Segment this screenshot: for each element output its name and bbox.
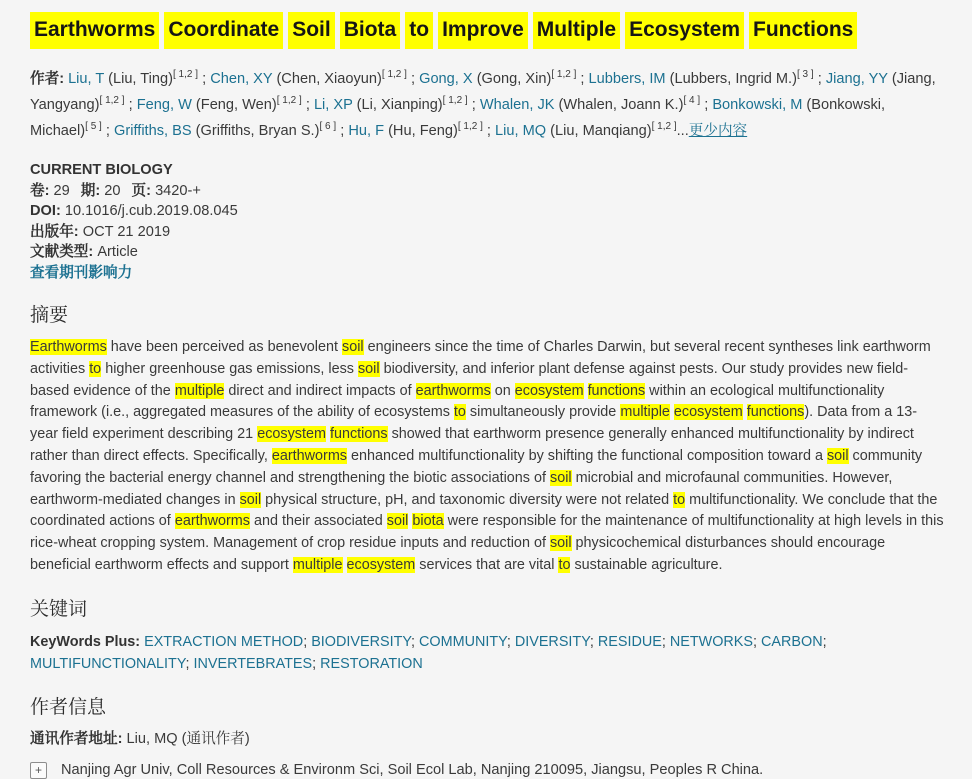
keyword-link[interactable]: BIODIVERSITY — [311, 633, 412, 650]
abstract-segment: physicochemical disturbances should encourage beneficial earthworm effects and support — [30, 535, 886, 573]
keywords-line — [30, 631, 944, 675]
author-affiliation-sup: [ 6 ] — [319, 121, 337, 133]
author-affiliation-sup: [ 1,2 ] — [651, 121, 677, 133]
abstract-segment: earthworms — [174, 513, 250, 530]
affiliation-row — [30, 762, 944, 779]
pub-year-value: OCT 21 2019 — [82, 223, 171, 240]
author-link[interactable]: Chen, XY — [210, 71, 273, 87]
separator: ; — [661, 633, 670, 650]
pages-label: 页: — [131, 182, 151, 199]
separator: ; — [700, 97, 713, 113]
separator: ; — [482, 123, 496, 139]
separator: ; — [303, 633, 312, 650]
abstract-segment: Earthworms — [30, 339, 107, 355]
author-affiliation-sup: [ 1,2 ] — [457, 121, 483, 133]
abstract-segment: community favoring the bacterial energy channel and strengthening the biotic associations of — [30, 447, 923, 486]
abstract-segment: on — [490, 382, 515, 399]
keyword-link[interactable]: DIVERSITY — [514, 633, 590, 650]
author-affiliation-sup: [ 4 ] — [683, 95, 701, 107]
abstract-segment: soil — [342, 339, 364, 355]
author-affiliation-sup: [ 1,2 ] — [381, 69, 407, 81]
author-link[interactable]: Whalen, JK — [479, 97, 555, 113]
abstract-segment: functions — [587, 382, 646, 399]
author-link[interactable]: Gong, X — [419, 71, 473, 87]
ellipsis: ... — [676, 123, 689, 139]
separator: ; — [101, 123, 115, 139]
doi-label: DOI: — [30, 203, 61, 219]
author-affiliation-sup: [ 1,2 ] — [442, 95, 468, 107]
abstract-segment: soil — [357, 360, 380, 377]
issue-value: 20 — [104, 182, 121, 199]
doc-type-value: Article — [97, 244, 138, 260]
abstract-segment: and their associated — [249, 513, 387, 530]
abstract-segment: soil — [826, 447, 849, 464]
abstract-segment: biota — [412, 513, 444, 530]
abstract-segment: sustainable agriculture. — [570, 556, 723, 573]
author-fullname: (Bonkowski, Michael) — [30, 97, 886, 139]
separator: ; — [576, 71, 589, 87]
separator: ; — [198, 71, 211, 87]
separator: ; — [185, 655, 194, 672]
author-affiliation-sup: [ 1,2 ] — [173, 69, 199, 81]
volume-label: 卷: — [30, 182, 50, 199]
author-link[interactable]: Hu, F — [348, 123, 385, 139]
volume-value: 29 — [53, 182, 70, 199]
abstract-segment: ). Data from a 13-year field experiment describing 21 — [30, 404, 918, 443]
author-link[interactable]: Jiang, YY — [825, 71, 888, 87]
doi-value: 10.1016/j.cub.2019.08.045 — [64, 203, 238, 219]
authors-label: 作者: — [30, 71, 65, 87]
author-fullname: (Lubbers, Ingrid M.) — [665, 71, 797, 87]
author-fullname: (Liu, Ting) — [104, 71, 173, 87]
abstract-segment: ecosystem — [673, 404, 743, 421]
abstract-segment — [584, 383, 588, 399]
keyword-link[interactable]: RESTORATION — [320, 655, 423, 672]
keyword-link[interactable]: EXTRACTION METHOD — [144, 633, 304, 650]
doc-type-line — [30, 242, 944, 263]
author-affiliation-sup: [ 1,2 ] — [99, 95, 125, 107]
author-link[interactable]: Liu, T — [68, 71, 105, 87]
doc-type-label: 文献类型: — [30, 244, 94, 260]
article-title — [30, 12, 944, 49]
author-affiliation-sup: [ 1,2 ] — [551, 69, 577, 81]
keyword-link[interactable]: CARBON — [761, 633, 823, 650]
abstract-segment: ecosystem — [346, 556, 416, 573]
keyword-link[interactable]: COMMUNITY — [419, 633, 507, 650]
abstract-heading: 摘要 — [30, 305, 69, 326]
doi-line — [30, 201, 944, 222]
title-highlight-word: Functions — [749, 12, 857, 49]
author-link[interactable]: Bonkowski, M — [712, 97, 803, 113]
title-highlight-word: Coordinate — [164, 12, 283, 49]
separator: ; — [753, 633, 762, 650]
author-fullname: (Chen, Xiaoyun) — [272, 71, 382, 87]
journal-impact-link[interactable]: 查看期刊影响力 — [30, 264, 133, 281]
abstract-segment: biodiversity, and inferior plant defense against pests. Our study provides new field-based evidence of the — [30, 360, 909, 399]
abstract-segment: simultaneously provide — [465, 404, 621, 421]
abstract-segment: to — [558, 556, 571, 573]
expand-affiliation-button[interactable]: + — [30, 762, 47, 779]
abstract-segment: physical structure, pH, and taxonomic diversity were not related — [261, 491, 674, 508]
title-highlight-word: Earthworms — [30, 12, 159, 49]
keywords-label: KeyWords Plus: — [30, 633, 141, 650]
separator: ; — [467, 97, 480, 113]
abstract-segment: direct and indirect impacts of — [224, 382, 416, 399]
abstract-segment: functions — [746, 404, 805, 421]
abstract-segment: multiple — [292, 556, 343, 573]
abstract-segment: to — [89, 360, 102, 377]
separator: ; — [813, 71, 826, 87]
abstract-segment: earthworms — [415, 382, 491, 399]
abstract-segment: multifunctionality. We conclude that the coordinated actions of — [30, 491, 938, 530]
pub-year-label: 出版年: — [30, 223, 79, 240]
abstract-segment: ecosystem — [514, 382, 584, 399]
separator: ; — [312, 655, 321, 672]
abstract-segment: multiple — [174, 382, 225, 399]
author-fullname: (Jiang, Yangyang) — [30, 71, 936, 113]
title-highlight-word: Improve — [438, 12, 528, 49]
affiliation-text: Nanjing Agr Univ, Coll Resources & Environm Sci, Soil Ecol Lab, Nanjing 210095, Jiangsu, Peoples R China. — [61, 762, 764, 779]
author-fullname: (Liu, Manqiang) — [546, 123, 652, 139]
abstract-segment: services that are vital — [415, 556, 559, 573]
separator: ; — [411, 633, 420, 650]
abstract-segment: to — [453, 404, 466, 421]
title-highlight-word: Biota — [340, 12, 401, 49]
separator: ; — [589, 633, 598, 650]
pub-year-line — [30, 222, 944, 243]
abstract-segment: engineers since the time of Charles Darwin, but several recent syntheses link earthworm activities — [30, 339, 931, 377]
abstract-segment: have been perceived as benevolent — [106, 339, 342, 355]
author-fullname: (Gong, Xin) — [472, 71, 552, 87]
keyword-link[interactable]: MULTIFUNCTIONALITY — [30, 655, 186, 672]
corresponding-address-value: Liu, MQ (通讯作者) — [122, 730, 250, 747]
author-link[interactable]: Li, XP — [313, 97, 353, 113]
abstract-segment: soil — [239, 491, 262, 508]
volume-issue-pages — [30, 181, 944, 202]
title-highlight-word: Multiple — [533, 12, 620, 49]
title-highlight-word: Ecosystem — [625, 12, 744, 49]
separator: ; — [506, 633, 515, 650]
abstract-segment — [343, 557, 347, 573]
abstract-segment: showed that earthworm presence generally enhanced multifunctionality by indirect rather than direct effects. Specifically, — [30, 426, 914, 464]
keyword-link[interactable]: RESIDUE — [597, 633, 662, 650]
title-highlight-word: Soil — [288, 12, 335, 49]
authors-list — [30, 71, 936, 139]
author-link[interactable]: Lubbers, IM — [588, 71, 666, 87]
abstract-segment: within an ecological multifunctionality framework (i.e., aggregated measures of the ability of ecosystems — [30, 382, 885, 421]
author-affiliation-sup: [ 5 ] — [85, 121, 102, 133]
abstract-segment: ecosystem — [257, 426, 326, 443]
abstract-segment: microbial and microfaunal communities. However, earthworm-mediated changes in — [30, 469, 893, 508]
journal-info — [30, 160, 944, 283]
abstract-segment: higher greenhouse gas emissions, less — [101, 360, 358, 377]
abstract-segment: soil — [386, 513, 409, 530]
abstract-segment: soil — [550, 469, 572, 486]
author-fullname: (Whalen, Joann K.) — [554, 97, 684, 113]
keyword-link[interactable]: INVERTEBRATES — [193, 655, 313, 672]
separator: ; — [336, 123, 349, 139]
abstract-text — [30, 337, 944, 577]
keywords-heading: 关键词 — [30, 598, 88, 620]
abstract-segment: soil — [549, 535, 572, 552]
keyword-link[interactable]: NETWORKS — [669, 633, 754, 650]
author-affiliation-sup: [ 3 ] — [796, 69, 814, 81]
pages-value: 3420-+ — [155, 182, 201, 199]
separator: ; — [406, 71, 420, 87]
abstract-segment: were responsible for the maintenance of multifunctionality at high levels in this rice-wheat cropping system. Management of crop residue inputs and reduction of — [30, 513, 944, 552]
journal-name: CURRENT BIOLOGY — [30, 162, 173, 178]
abstract-segment: functions — [329, 426, 388, 443]
corresponding-address-label: 通讯作者地址: — [30, 730, 123, 747]
issue-label: 期: — [80, 182, 101, 199]
author-info-heading: 作者信息 — [30, 696, 107, 718]
show-less-link[interactable]: 更少内容 — [688, 123, 748, 139]
corresponding-address-line — [30, 729, 944, 749]
author-link[interactable]: Griffiths, BS — [114, 123, 192, 139]
abstract-segment: enhanced multifunctionality by shifting the functional composition toward a — [347, 447, 827, 464]
abstract-segment: multiple — [620, 404, 670, 421]
author-link[interactable]: Feng, W — [136, 97, 192, 113]
abstract-segment: earthworms — [271, 447, 347, 464]
author-fullname: (Li, Xianping) — [352, 97, 443, 113]
title-highlight-word: to — [405, 12, 433, 49]
author-affiliation-sup: [ 1,2 ] — [276, 95, 302, 107]
separator: ; — [301, 97, 314, 113]
separator: ; — [822, 633, 827, 650]
separator: ; — [124, 97, 137, 113]
abstract-segment: to — [673, 491, 686, 508]
authors-line — [30, 66, 944, 144]
keywords-list — [30, 634, 827, 672]
author-link[interactable]: Liu, MQ — [495, 123, 547, 139]
author-fullname: (Griffiths, Bryan S.) — [191, 123, 320, 139]
author-fullname: (Feng, Wen) — [191, 97, 277, 113]
author-fullname: (Hu, Feng) — [384, 123, 458, 139]
